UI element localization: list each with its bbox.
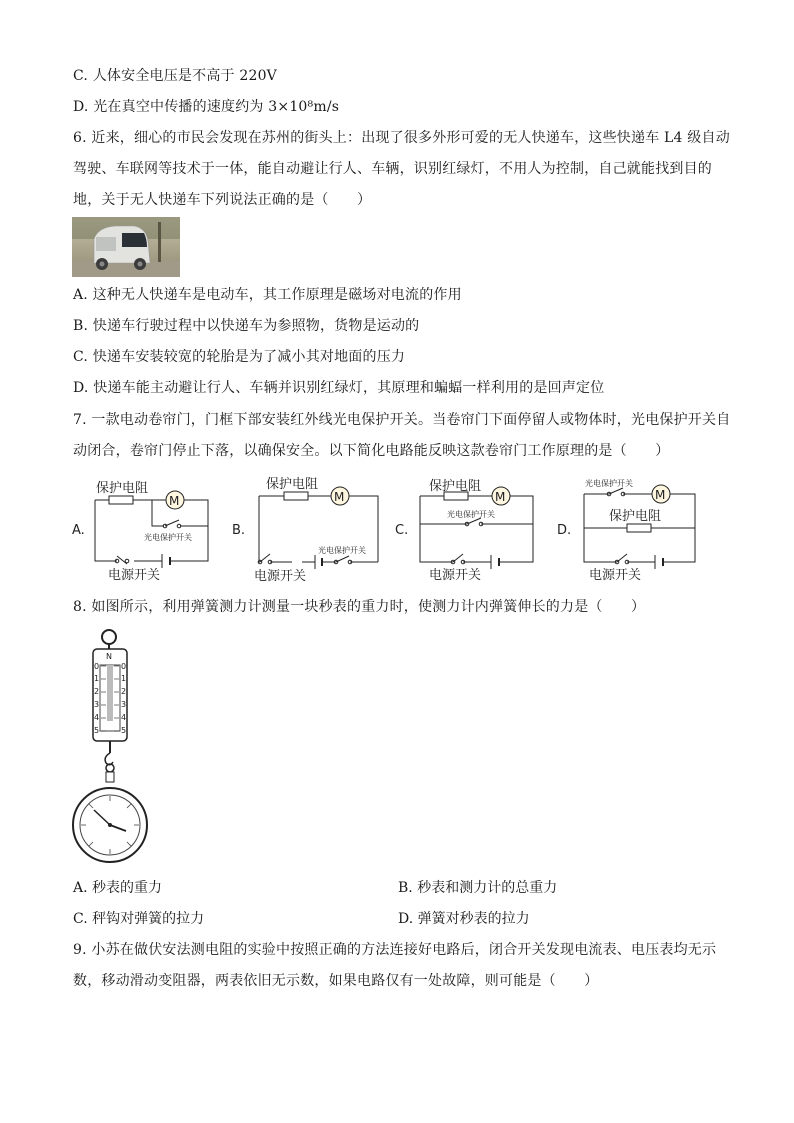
circuit-b-photo-switch-label: 光电保护开关 [318,546,366,555]
circuit-b-option-label: B. [232,523,246,538]
question-8-option-a: A. 秒表的重力 [73,880,163,896]
question-7-line-2: 动闭合，卷帘门停止下落，以确保安全。以下简化电路能反映这款卷帘门工作原理的是（ ） [73,443,670,459]
circuit-a-resistor-label: 保护电阻 [96,481,149,496]
tick-right-0: 0 [121,662,127,671]
tick-left-2: 2 [94,687,100,696]
option-d-q5: D. 光在真空中传播的速度约为 3×10⁸m/s [73,99,340,115]
circuit-a-option-label: A. [72,523,85,538]
circuit-b [232,476,382,586]
delivery-vehicle-photo [72,217,180,277]
circuit-c-power-switch-label: 电源开关 [429,568,482,583]
circuit-a-motor-label: M [169,494,180,508]
tick-left-3: 3 [94,700,100,709]
tick-right-2: 2 [121,687,127,696]
circuit-b-resistor-label: 保护电阻 [266,477,319,492]
option-c-q5: C. 人体安全电压是不高于 220V [73,68,277,84]
question-8-option-b: B. 秒表和测力计的总重力 [398,880,558,896]
circuit-c-motor-label: M [495,490,506,504]
tick-left-5: 5 [94,726,100,735]
question-8-option-d: D. 弹簧对秒表的拉力 [398,911,530,927]
spring-scale-unit: N [106,652,112,661]
spring-scale-figure [70,625,150,870]
circuit-a-photo-switch-label: 光电保护开关 [144,533,192,542]
circuit-d-motor-label: M [655,488,666,502]
question-6-option-a: A. 这种无人快递车是电动车，其工作原理是磁场对电流的作用 [73,287,462,303]
tick-right-4: 4 [121,713,127,722]
tick-right-3: 3 [121,700,127,709]
question-9-line-2: 数，移动滑动变阻器，两表依旧无示数，如果电路仅有一处故障，则可能是（ ） [73,973,599,989]
question-6-option-d: D. 快递车能主动避让行人、车辆并识别红绿灯，其原理和蝙蝠一样利用的是回声定位 [73,380,605,396]
circuit-d [557,476,707,586]
tick-right-5: 5 [121,726,127,735]
question-9-line-1: 9. 小苏在做伏安法测电阻的实验中按照正确的方法连接好电路后，闭合开关发现电流表、电压表均无示 [73,942,717,958]
circuit-d-resistor-label: 保护电阻 [609,509,662,524]
circuit-d-photo-switch-label: 光电保护开关 [585,479,633,488]
circuit-c-option-label: C. [395,523,409,538]
tick-left-0: 0 [94,662,100,671]
question-7-line-1: 7. 一款电动卷帘门，门框下部安装红外线光电保护开关。当卷帘门下面停留人或物体时，光电保护开关自 [73,412,731,428]
question-6-line-3: 地，关于无人快递车下列说法正确的是（ ） [73,192,372,208]
tick-right-1: 1 [121,674,127,683]
question-6-line-2: 驾驶、车联网等技术于一体，能自动避让行人、车辆，识别红绿灯，不用人为控制，自己就能找到目的 [73,161,712,177]
circuit-a [72,476,222,586]
circuit-c-resistor-label: 保护电阻 [429,479,482,494]
question-8-option-c: C. 秤钩对弹簧的拉力 [73,911,205,927]
circuit-b-motor-label: M [334,490,345,504]
tick-left-1: 1 [94,674,100,683]
circuit-d-power-switch-label: 电源开关 [589,568,642,583]
circuit-b-power-switch-label: 电源开关 [254,569,307,584]
question-6-option-b: B. 快递车行驶过程中以快递车为参照物，货物是运动的 [73,318,420,334]
circuit-a-power-switch-label: 电源开关 [108,568,161,583]
question-8-line-1: 8. 如图所示，利用弹簧测力计测量一块秒表的重力时，使测力计内弹簧伸长的力是（ ） [73,599,646,615]
circuit-c-photo-switch-label: 光电保护开关 [447,510,495,519]
question-6-line-1: 6. 近来，细心的市民会发现在苏州的街头上：出现了很多外形可爱的无人快递车，这些快递车 L4 级自动 [73,130,730,146]
question-6-option-c: C. 快递车安装较宽的轮胎是为了减小其对地面的压力 [73,349,406,365]
circuit-d-option-label: D. [557,523,572,538]
circuit-c [395,476,545,586]
tick-left-4: 4 [94,713,100,722]
